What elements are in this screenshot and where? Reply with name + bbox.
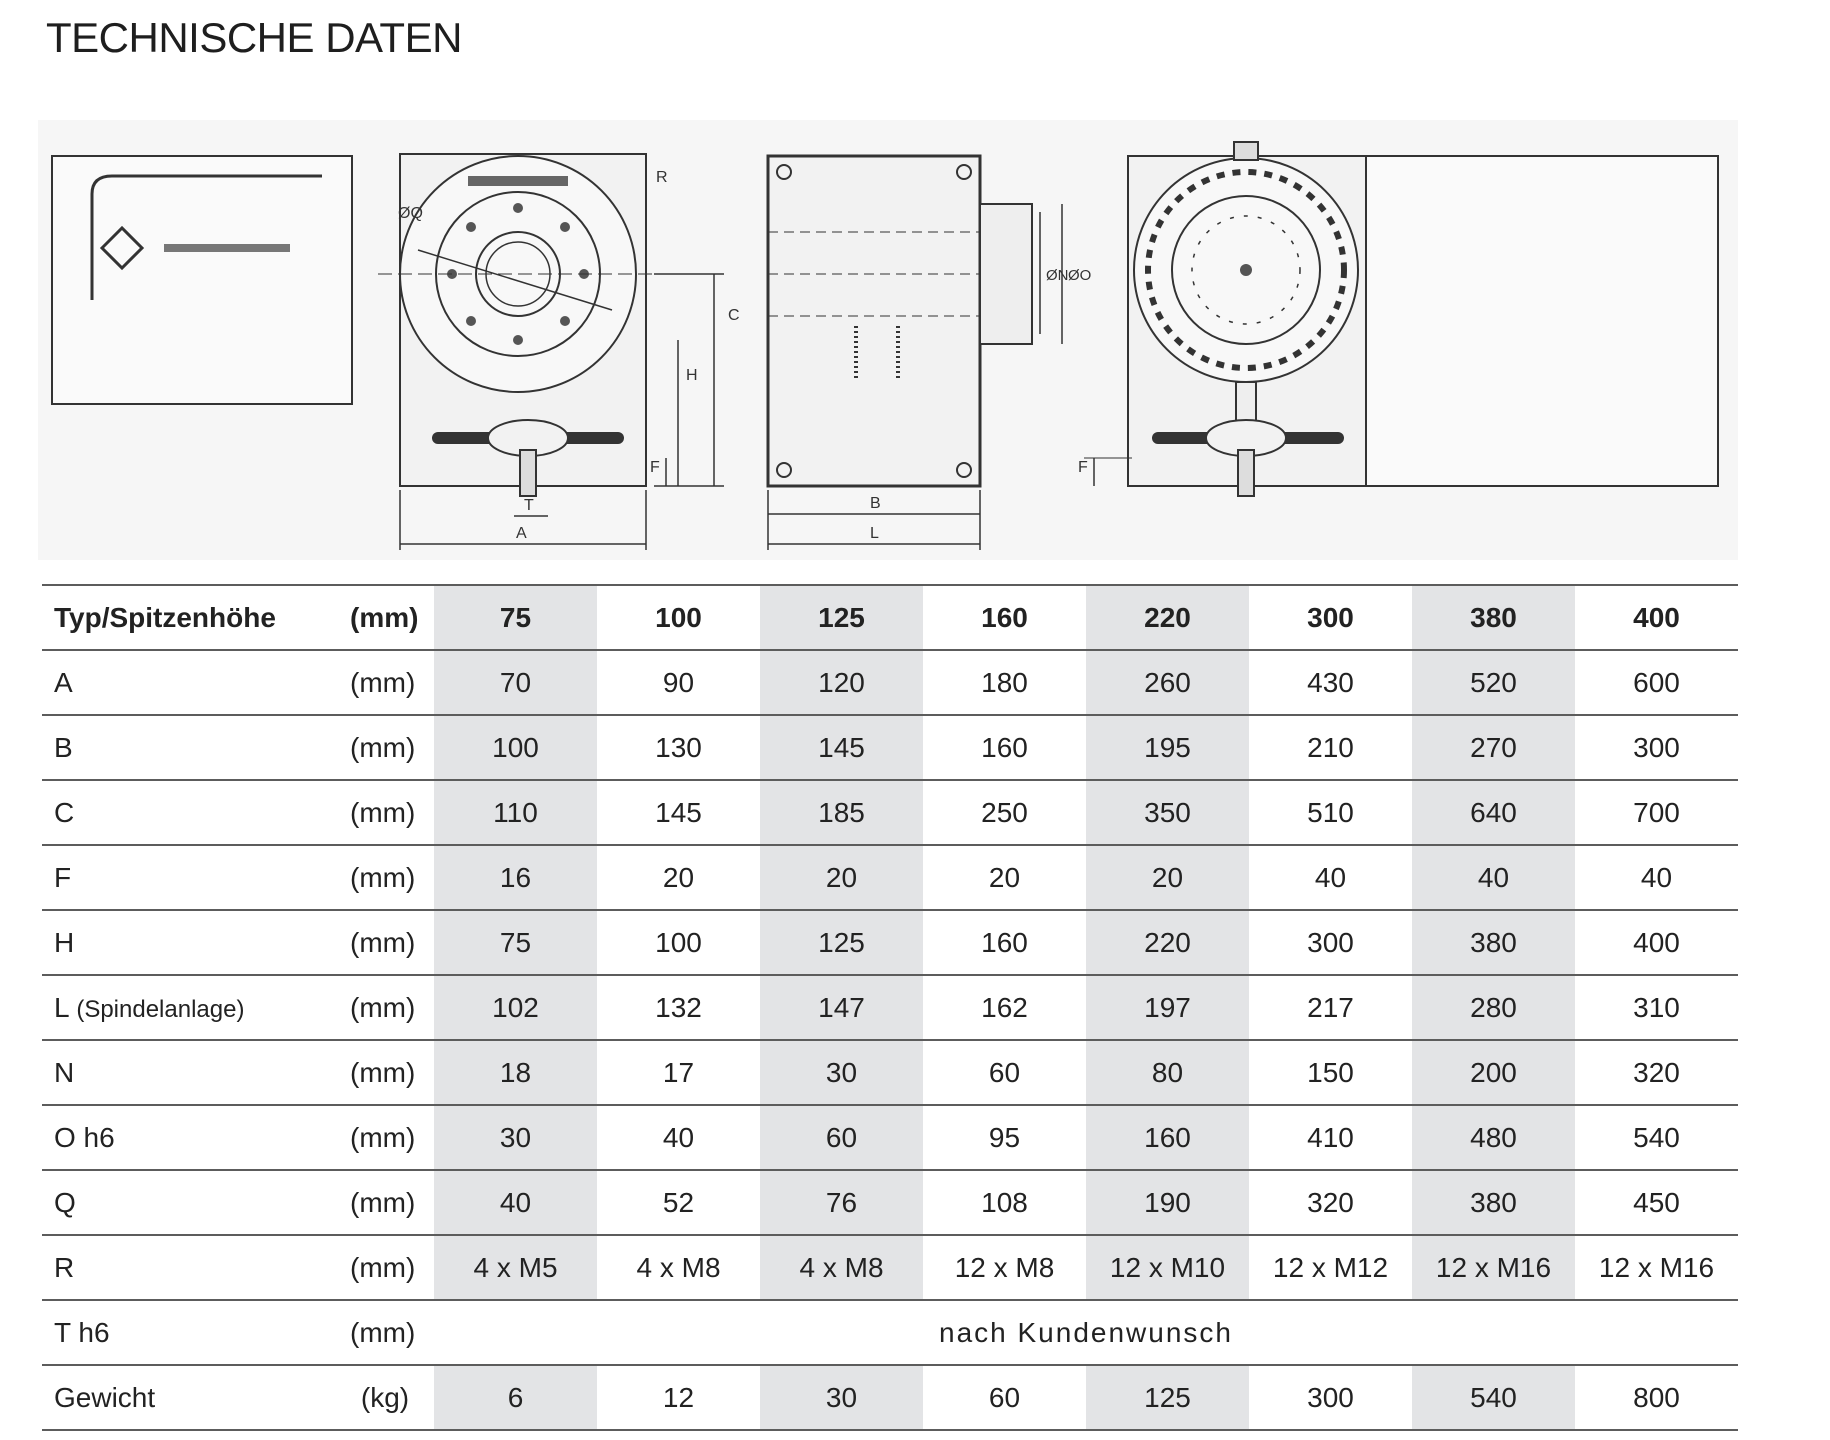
table-cell: 800 (1575, 1365, 1738, 1430)
table-cell: 150 (1249, 1040, 1412, 1105)
table-cell: 100 (597, 910, 760, 975)
table-cell: 12 x M10 (1086, 1235, 1249, 1300)
dim-t-label: T (524, 497, 534, 514)
table-cell: 20 (1086, 845, 1249, 910)
table-cell: 160 (923, 910, 1086, 975)
dim-c-label: C (728, 307, 740, 324)
row-param: Gewicht (42, 1365, 336, 1430)
table-cell: 90 (597, 650, 760, 715)
table-row (42, 1235, 1738, 1300)
table-cell: 700 (1575, 780, 1738, 845)
header-size: 100 (597, 585, 760, 650)
row-param: T h6 (42, 1300, 336, 1365)
row-param (42, 715, 336, 780)
table-cell: 60 (760, 1105, 923, 1170)
front-view (52, 154, 740, 550)
side-view (768, 156, 1091, 550)
table-cell: 480 (1412, 1105, 1575, 1170)
table-cell: 120 (760, 650, 923, 715)
table-cell: 12 x M8 (923, 1235, 1086, 1300)
table-cell: 80 (1086, 1040, 1249, 1105)
table-cell: 520 (1412, 650, 1575, 715)
table-cell: 60 (923, 1365, 1086, 1430)
param-name: F (54, 861, 72, 893)
param-name: Q (54, 1186, 76, 1218)
table-cell: 12 x M16 (1575, 1235, 1738, 1300)
table-cell: 145 (760, 715, 923, 780)
header-size: 75 (434, 585, 597, 650)
table-cell: 20 (597, 845, 760, 910)
table-cell: 180 (923, 650, 1086, 715)
table-cell: 380 (1412, 910, 1575, 975)
dim-h-label: H (686, 367, 698, 384)
table-cell: 540 (1575, 1105, 1738, 1170)
table-row (42, 650, 1738, 715)
table-cell: 30 (434, 1105, 597, 1170)
table-cell: 190 (1086, 1170, 1249, 1235)
rear-view (1078, 142, 1718, 496)
table-cell: 160 (923, 715, 1086, 780)
dim-l-label: L (870, 525, 879, 542)
table-cell: 160 (1086, 1105, 1249, 1170)
table-cell: 4 x M8 (760, 1235, 923, 1300)
table-body (42, 650, 1738, 1430)
table-cell: 12 (597, 1365, 760, 1430)
table-row (42, 715, 1738, 780)
param-name: A (54, 666, 73, 698)
dim-r-label: R (656, 169, 668, 186)
table-cell: 197 (1086, 975, 1249, 1040)
dim-f-label-rear: F (1078, 459, 1088, 476)
table-cell: 300 (1249, 1365, 1412, 1430)
table-cell: 280 (1412, 975, 1575, 1040)
table-cell: 4 x M8 (597, 1235, 760, 1300)
table-cell: 310 (1575, 975, 1738, 1040)
row-param (42, 1040, 336, 1105)
table-cell: 95 (923, 1105, 1086, 1170)
table-cell: 4 x M5 (434, 1235, 597, 1300)
header-size: 400 (1575, 585, 1738, 650)
table-cell: 200 (1412, 1040, 1575, 1105)
table-cell: 185 (760, 780, 923, 845)
row-unit: (mm) (336, 650, 434, 715)
table-cell: 320 (1249, 1170, 1412, 1235)
param-name: C (54, 796, 75, 828)
table-cell: 250 (923, 780, 1086, 845)
dim-q-label: ØQ (398, 205, 423, 222)
row-unit: (kg) (336, 1365, 434, 1430)
table-row-weight (42, 1365, 1738, 1430)
param-name: N (54, 1056, 75, 1088)
table-cell: 210 (1249, 715, 1412, 780)
table-cell: 320 (1575, 1040, 1738, 1105)
row-unit: (mm) (336, 1235, 434, 1300)
technical-drawing (38, 120, 1738, 560)
table-row (42, 1040, 1738, 1105)
row-unit: (mm) (336, 910, 434, 975)
table-cell: 145 (597, 780, 760, 845)
dim-n-label: ØN (1046, 267, 1069, 284)
table-cell: 20 (760, 845, 923, 910)
table-cell: 100 (434, 715, 597, 780)
dim-a-label: A (516, 525, 527, 542)
table-cell: 60 (923, 1040, 1086, 1105)
table-cell: 147 (760, 975, 923, 1040)
table-cell: 52 (597, 1170, 760, 1235)
row-unit: (mm) (336, 975, 434, 1040)
table-cell: 450 (1575, 1170, 1738, 1235)
table-cell: 300 (1249, 910, 1412, 975)
table-cell: 108 (923, 1170, 1086, 1235)
table-cell: 217 (1249, 975, 1412, 1040)
param-name: H (54, 926, 75, 958)
row-param (42, 1105, 336, 1170)
dim-o-label: ØO (1068, 267, 1092, 284)
row-unit: (mm) (336, 1170, 434, 1235)
table-cell: 40 (1412, 845, 1575, 910)
header-size: 160 (923, 585, 1086, 650)
table-cell: 400 (1575, 910, 1738, 975)
table-cell: 76 (760, 1170, 923, 1235)
row-unit: (mm) (336, 780, 434, 845)
header-unit: (mm) (336, 585, 434, 650)
table-cell: 130 (597, 715, 760, 780)
param-name: L (54, 991, 69, 1023)
row-param (42, 780, 336, 845)
param-name: O h6 (54, 1121, 115, 1153)
row-unit: (mm) (336, 845, 434, 910)
table-cell: 12 x M12 (1249, 1235, 1412, 1300)
table-cell: 132 (597, 975, 760, 1040)
row-unit: (mm) (336, 1105, 434, 1170)
dim-f-label: F (650, 459, 660, 476)
row-unit: (mm) (336, 1300, 434, 1365)
row-param (42, 1170, 336, 1235)
header-size: 220 (1086, 585, 1249, 650)
param-name: R (54, 1251, 75, 1283)
page-title: TECHNISCHE DATEN (46, 14, 462, 61)
table-cell: 40 (1575, 845, 1738, 910)
table-cell: 40 (1249, 845, 1412, 910)
param-note: (Spindelanlage) (76, 995, 245, 1023)
table-cell: 6 (434, 1365, 597, 1430)
table-cell: 40 (597, 1105, 760, 1170)
header-size: 300 (1249, 585, 1412, 650)
row-unit: (mm) (336, 715, 434, 780)
table-row (42, 1105, 1738, 1170)
table-cell: 540 (1412, 1365, 1575, 1430)
table-row (42, 780, 1738, 845)
table-cell: 600 (1575, 650, 1738, 715)
custom-request-cell: nach Kundenwunsch (434, 1300, 1738, 1365)
table-cell: 260 (1086, 650, 1249, 715)
row-param (42, 975, 336, 1040)
table-cell: 110 (434, 780, 597, 845)
table-cell: 125 (1086, 1365, 1249, 1430)
table-cell: 16 (434, 845, 597, 910)
table-row (42, 845, 1738, 910)
table-cell: 20 (923, 845, 1086, 910)
table-row (42, 910, 1738, 975)
table-cell: 640 (1412, 780, 1575, 845)
table-row (42, 975, 1738, 1040)
table-header-row (42, 585, 1738, 650)
header-param: Typ/Spitzenhöhe (42, 585, 336, 650)
table-cell: 70 (434, 650, 597, 715)
table-cell: 75 (434, 910, 597, 975)
row-param (42, 1235, 336, 1300)
table-row (42, 1170, 1738, 1235)
table-cell: 380 (1412, 1170, 1575, 1235)
row-param (42, 845, 336, 910)
header-size: 380 (1412, 585, 1575, 650)
table-cell: 510 (1249, 780, 1412, 845)
table-cell: 125 (760, 910, 923, 975)
dim-b-label: B (870, 495, 881, 512)
table-cell: 30 (760, 1040, 923, 1105)
param-name: B (54, 731, 73, 763)
table-cell: 17 (597, 1040, 760, 1105)
table-cell: 270 (1412, 715, 1575, 780)
table-cell: 410 (1249, 1105, 1412, 1170)
table-row-t (42, 1300, 1738, 1365)
header-size: 125 (760, 585, 923, 650)
row-unit: (mm) (336, 1040, 434, 1105)
row-param (42, 650, 336, 715)
table-cell: 102 (434, 975, 597, 1040)
table-cell: 30 (760, 1365, 923, 1430)
table-cell: 12 x M16 (1412, 1235, 1575, 1300)
table-cell: 350 (1086, 780, 1249, 845)
row-param (42, 910, 336, 975)
table-cell: 220 (1086, 910, 1249, 975)
specifications-table (42, 584, 1738, 1431)
table-cell: 430 (1249, 650, 1412, 715)
table-cell: 195 (1086, 715, 1249, 780)
table-cell: 40 (434, 1170, 597, 1235)
table-cell: 162 (923, 975, 1086, 1040)
table-cell: 300 (1575, 715, 1738, 780)
table-cell: 18 (434, 1040, 597, 1105)
